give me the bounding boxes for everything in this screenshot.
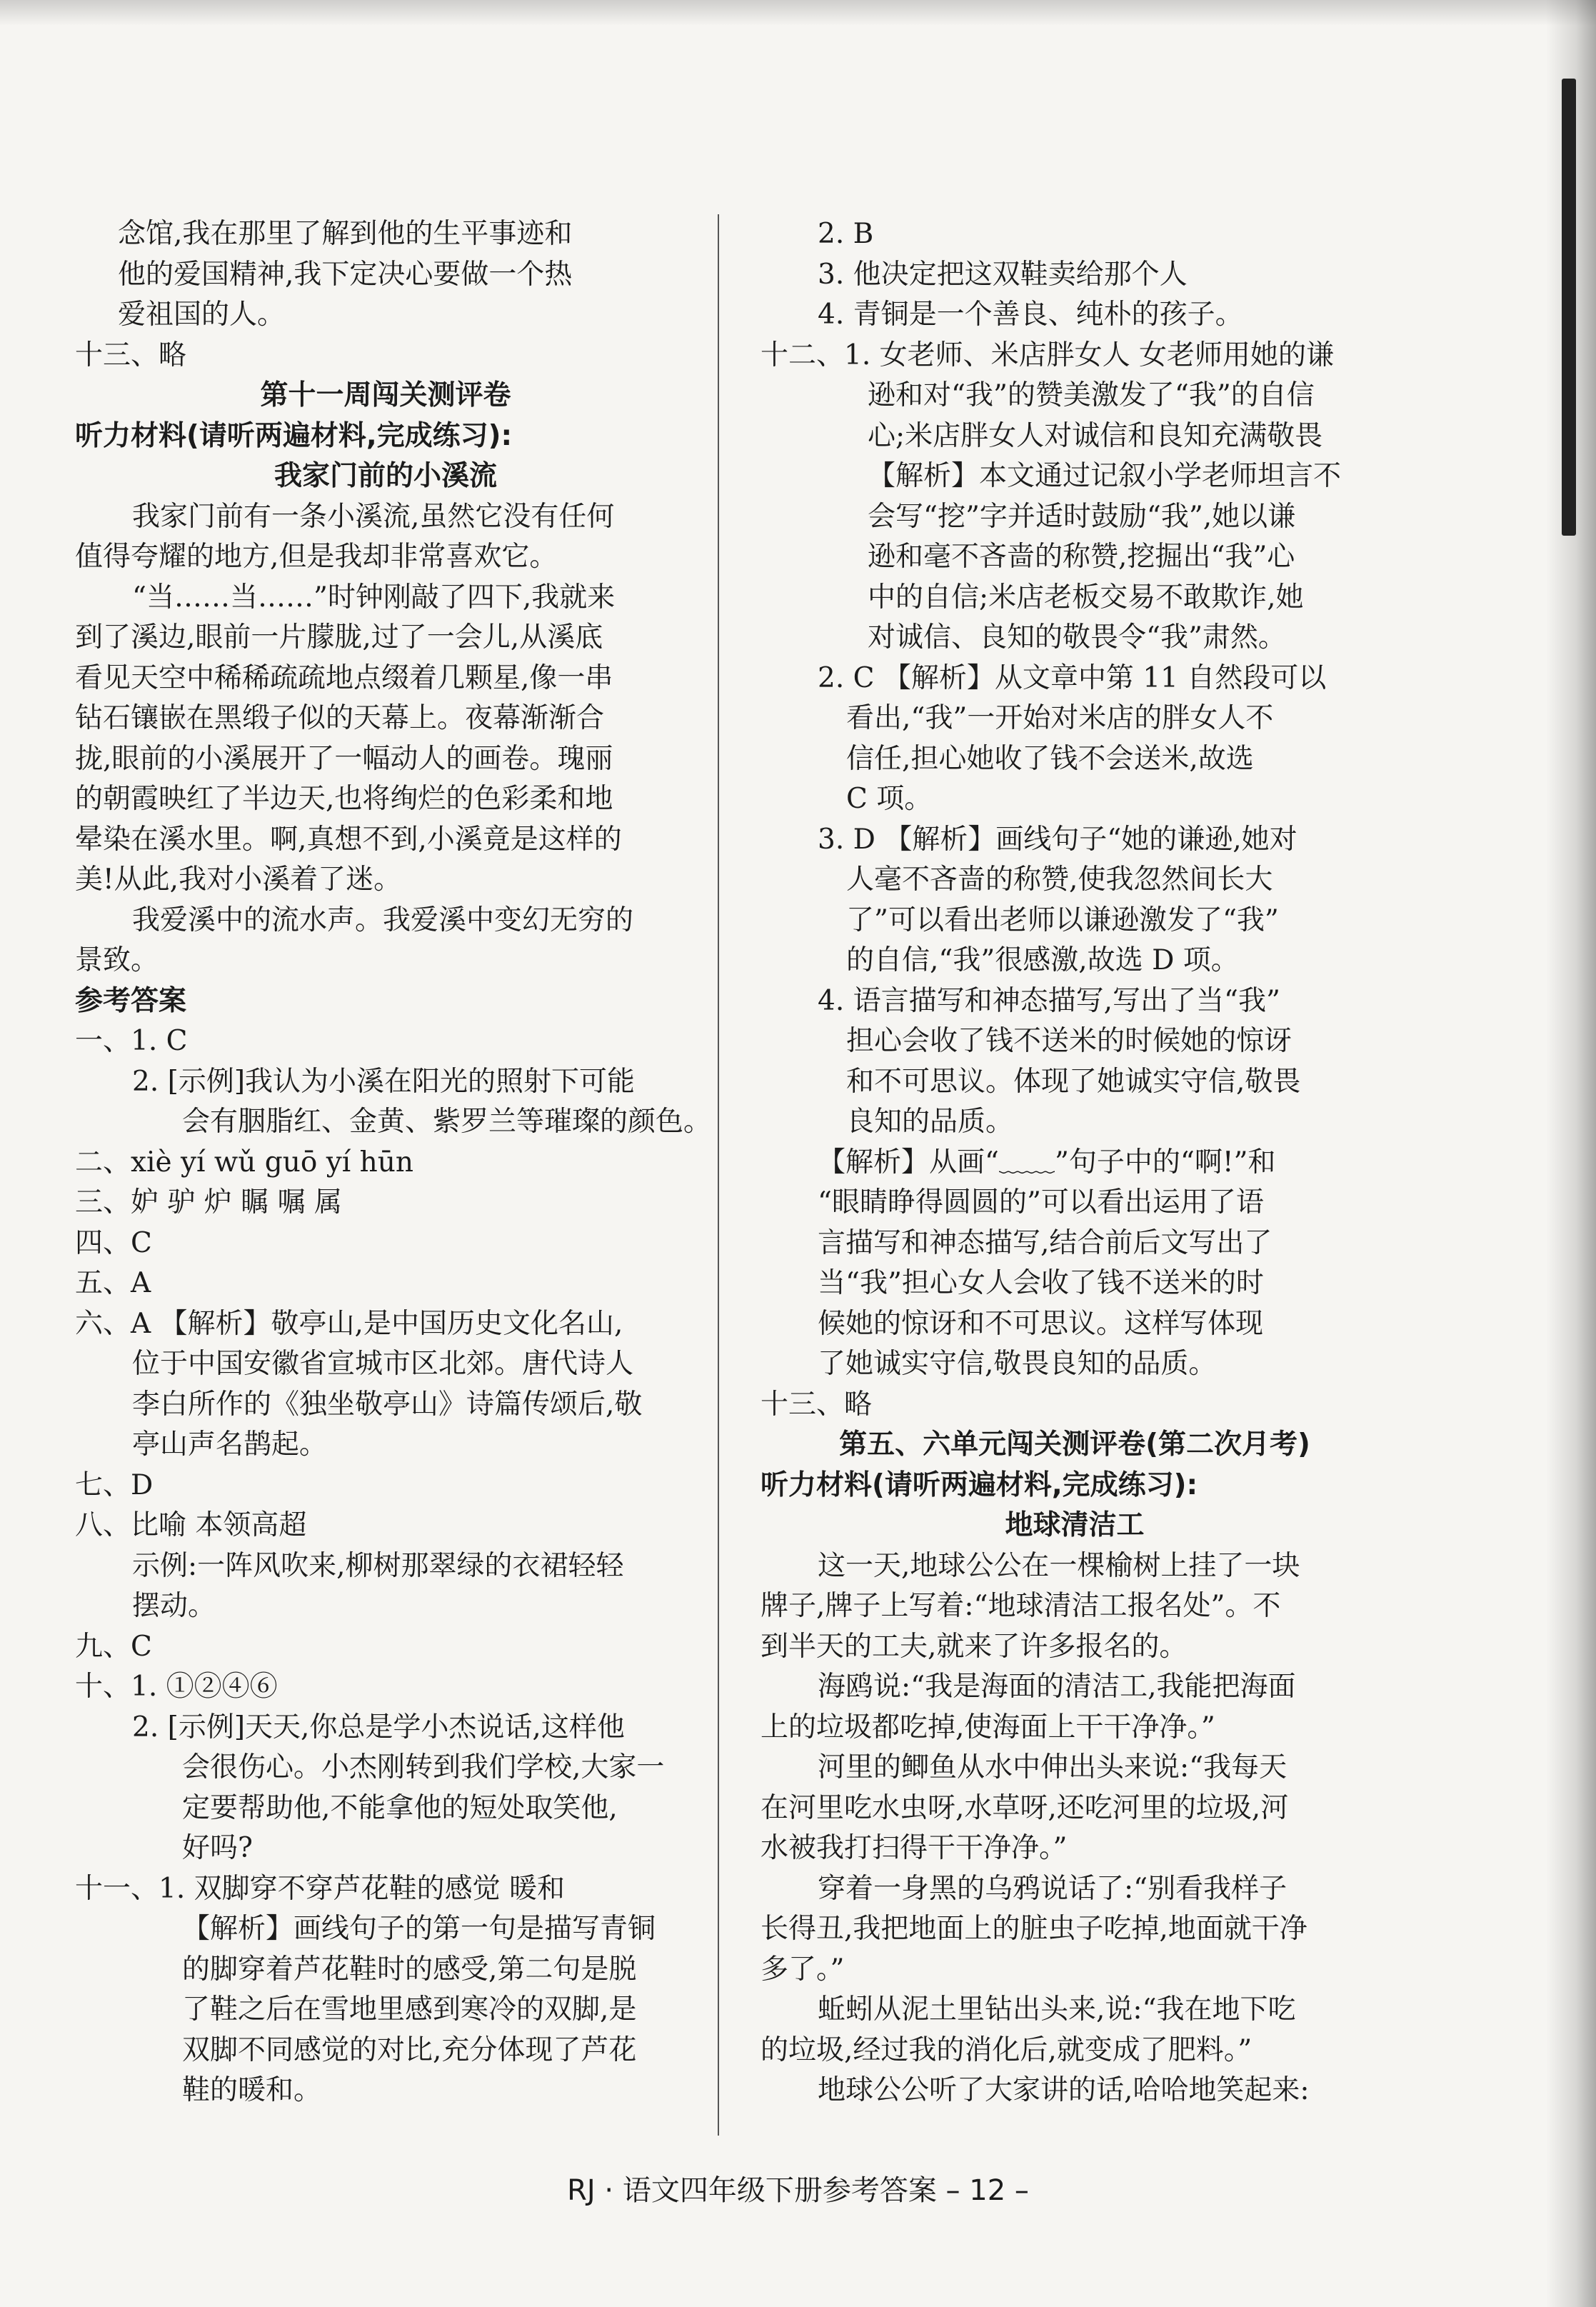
passage-line: 多了。” — [761, 1953, 845, 1986]
answer-line: 会写“挖”字并适时鼓励“我”,她以谦 — [868, 500, 1296, 533]
answer-line: 逊和毫不吝啬的称赞,挖掘出“我”心 — [868, 541, 1295, 573]
answer-line: 的自信,“我”很感激,故选 D 项。 — [846, 944, 1239, 976]
text-line: 念馆,我在那里了解到他的生平事迹和 — [118, 218, 573, 250]
passage-line: 美!从此,我对小溪着了迷。 — [75, 864, 402, 896]
answer-line: 一、1. C — [75, 1025, 188, 1057]
answer-line: 五、A — [75, 1267, 151, 1299]
answers-heading: 参考答案 — [75, 984, 187, 1017]
text-line: 他的爱国精神,我下定决心要做一个热 — [118, 258, 573, 291]
answer-line: 对诚信、良知的敬畏令“我”肃然。 — [868, 621, 1286, 654]
answer-line: 亭山声名鹊起。 — [132, 1428, 328, 1461]
passage-line: 海鸥说:“我是海面的清洁工,我能把海面 — [818, 1671, 1296, 1703]
passage-line: 景致。 — [75, 944, 159, 976]
text-line: 爱祖国的人。 — [118, 299, 286, 331]
answer-line: 位于中国安徽省宣城市区北郊。唐代诗人 — [132, 1348, 634, 1380]
answer-line: 定要帮助他,不能拿他的短处取笑他, — [182, 1791, 618, 1824]
answer-line: 信任,担心她收了钱不会送米,故选 — [846, 742, 1254, 775]
answer-line: 当“我”担心女人会收了钱不送米的时 — [818, 1267, 1264, 1299]
passage-line: 的垃圾,经过我的消化后,就变成了肥料。” — [761, 2033, 1253, 2066]
answer-line: 2. C 【解析】从文章中第 11 自然段可以 — [818, 661, 1327, 694]
answer-line: 会很伤心。小杰刚转到我们学校,大家一 — [182, 1751, 665, 1783]
passage-line: 我家门前有一条小溪流,虽然它没有任何 — [132, 500, 615, 533]
answer-line: 言描写和神态描写,结合前后文写出了 — [818, 1226, 1273, 1259]
listening-heading: 听力材料(请听两遍材料,完成练习): — [75, 419, 513, 452]
answer-line: 候她的惊讶和不可思议。这样写体现 — [818, 1307, 1264, 1340]
passage-line: 钻石镶嵌在黑缎子似的天幕上。夜幕渐渐合 — [75, 702, 605, 734]
passage-title: 我家门前的小溪流 — [273, 460, 497, 492]
passage-line: 到半天的工夫,就来了许多报名的。 — [761, 1630, 1188, 1663]
binding-edge-mark — [1562, 79, 1576, 536]
passage-line: 水被我打扫得干干净净。” — [761, 1832, 1068, 1864]
answer-line: 十一、1. 双脚穿不穿芦花鞋的感觉 暖和 — [75, 1872, 566, 1905]
answer-line: 了”可以看出老师以谦逊激发了“我” — [846, 904, 1279, 936]
answer-line: 四、C — [75, 1226, 152, 1259]
answer-heading: 十三、略 — [761, 1388, 873, 1421]
answer-line: 会有胭脂红、金黄、紫罗兰等璀璨的颜色。 — [182, 1106, 712, 1138]
passage-line: 蚯蚓从泥土里钻出头来,说:“我在地下吃 — [818, 1993, 1296, 2026]
passage-line: 到了溪边,眼前一片朦胧,过了一会儿,从溪底 — [75, 621, 603, 654]
answer-line: 2. [示例]天天,你总是学小杰说话,这样他 — [132, 1711, 625, 1743]
answer-line: 六、A 【解析】敬亭山,是中国历史文化名山, — [75, 1307, 623, 1340]
answer-line: 了她诚实守信,敬畏良知的品质。 — [818, 1348, 1217, 1380]
answer-line: 李白所作的《独坐敬亭山》诗篇传颂后,敬 — [132, 1388, 643, 1421]
answer-line: 八、比喻 本领高超 — [75, 1509, 307, 1541]
right-column — [761, 214, 1389, 2111]
answer-line: 3. D 【解析】画线句子“她的谦逊,她对 — [818, 823, 1298, 856]
answer-line: 和不可思议。体现了她诚实守信,敬畏 — [846, 1065, 1301, 1098]
section-title: 第十一周闯关测评卷 — [260, 379, 511, 411]
passage-line: 河里的鲫鱼从水中伸出头来说:“我每天 — [818, 1751, 1288, 1783]
passage-line: 上的垃圾都吃掉,使海面上干干净净。” — [761, 1711, 1215, 1743]
answer-line: 鞋的暖和。 — [182, 2074, 322, 2106]
passage-line: 牌子,牌子上写着:“地球清洁工报名处”。不 — [761, 1590, 1281, 1622]
answer-line: 逊和对“我”的赞美激发了“我”的自信 — [868, 379, 1315, 411]
answer-line: 十二、1. 女老师、米店胖女人 女老师用她的谦 — [761, 339, 1335, 371]
answer-line: 良知的品质。 — [846, 1106, 1014, 1138]
answer-line: 七、D — [75, 1468, 154, 1501]
left-column — [75, 214, 712, 2111]
passage-line: 这一天,地球公公在一棵榆树上挂了一块 — [818, 1549, 1300, 1582]
passage-line: 的朝霞映红了半边天,也将绚烂的色彩柔和地 — [75, 783, 613, 815]
answer-line: 2. B — [818, 218, 874, 250]
section-title: 第五、六单元闯关测评卷(第二次月考) — [839, 1428, 1310, 1461]
answer-line: 【解析】画线句子的第一句是描写青铜 — [182, 1913, 656, 1945]
answer-line: 3. 他决定把这双鞋卖给那个人 — [818, 258, 1188, 291]
answer-line: 的脚穿着芦花鞋时的感受,第二句是脱 — [182, 1953, 637, 1986]
passage-line: 拢,眼前的小溪展开了一幅动人的画卷。瑰丽 — [75, 742, 613, 775]
passage-line: 穿着一身黑的乌鸦说话了:“别看我样子 — [818, 1872, 1288, 1905]
scan-top-shadow — [0, 0, 1596, 26]
passage-line: 看见天空中稀稀疏疏地点缀着几颗星,像一串 — [75, 661, 613, 694]
answer-line: 十、1. ①②④⑥ — [75, 1671, 278, 1703]
answer-line: C 项。 — [846, 783, 933, 815]
answer-line: 心;米店胖女人对诚信和良知充满敬畏 — [868, 419, 1323, 452]
answer-line: 4. 青铜是一个善良、纯朴的孩子。 — [818, 299, 1243, 331]
answer-line: 示例:一阵风吹来,柳树那翠绿的衣裙轻轻 — [132, 1549, 624, 1582]
listening-heading: 听力材料(请听两遍材料,完成练习): — [761, 1468, 1198, 1501]
answer-line: 人毫不吝啬的称赞,使我忽然间长大 — [846, 864, 1273, 896]
passage-line: 在河里吃水虫呀,水草呀,还吃河里的垃圾,河 — [761, 1791, 1289, 1824]
answer-line: 【解析】从画“﹏﹏”句子中的“啊!”和 — [818, 1146, 1276, 1178]
answer-line: 九、C — [75, 1630, 152, 1663]
answer-line: 中的自信;米店老板交易不敢欺诈,她 — [868, 581, 1304, 614]
page-footer: RJ · 语文四年级下册参考答案 – 12 – — [567, 2174, 1029, 2207]
answer-line: 三、妒 驴 炉 瞩 嘱 属 — [75, 1186, 342, 1218]
passage-line: 长得丑,我把地面上的脏虫子吃掉,地面就干净 — [761, 1913, 1308, 1945]
passage-line: “当……当……”时钟刚敲了四下,我就来 — [132, 581, 616, 614]
pinyin-answer-line: 二、xiè yí wǔ guō yí hūn — [75, 1146, 413, 1178]
column-divider — [718, 214, 719, 2136]
answer-heading: 十三、略 — [75, 339, 187, 371]
answer-line: 看出,“我”一开始对米店的胖女人不 — [846, 702, 1274, 734]
passage-line: 地球公公听了大家讲的话,哈哈地笑起来: — [818, 2074, 1310, 2106]
answer-line: 担心会收了钱不送米的时候她的惊讶 — [846, 1025, 1293, 1057]
answer-line: 了鞋之后在雪地里感到寒冷的双脚,是 — [182, 1993, 637, 2026]
passage-line: 值得夸耀的地方,但是我却非常喜欢它。 — [75, 541, 558, 573]
answer-line: “眼睛睁得圆圆的”可以看出运用了语 — [818, 1186, 1264, 1218]
answer-line: 摆动。 — [132, 1590, 216, 1622]
answer-line: 2. [示例]我认为小溪在阳光的照射下可能 — [132, 1065, 636, 1098]
answer-line: 【解析】本文通过记叙小学老师坦言不 — [868, 460, 1342, 492]
answer-line: 双脚不同感觉的对比,充分体现了芦花 — [182, 2033, 637, 2066]
answer-line: 4. 语言描写和神态描写,写出了当“我” — [818, 984, 1280, 1017]
passage-line: 我爱溪中的流水声。我爱溪中变幻无穷的 — [132, 904, 634, 936]
answer-line: 好吗? — [182, 1832, 253, 1864]
passage-line: 晕染在溪水里。啊,真想不到,小溪竟是这样的 — [75, 823, 622, 856]
passage-title: 地球清洁工 — [1005, 1509, 1145, 1541]
